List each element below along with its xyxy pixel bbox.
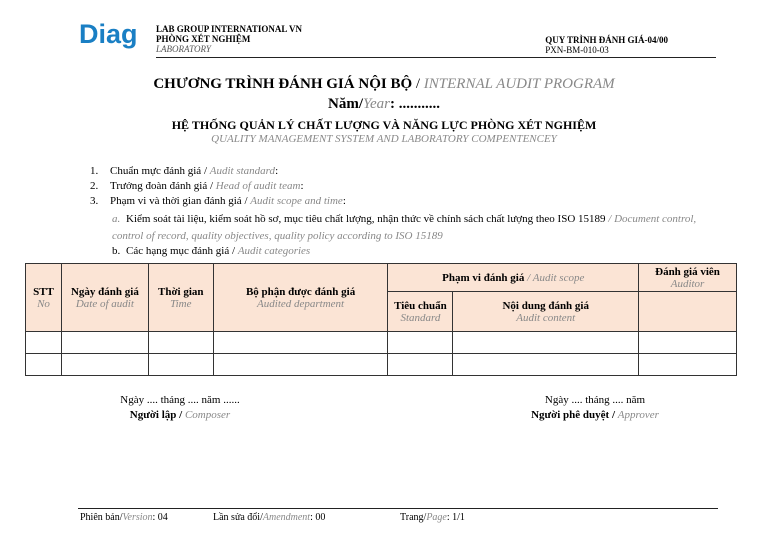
- composer-date: Ngày .... tháng .... năm ......: [120, 394, 240, 406]
- col-header-scope: Phạm vi đánh giá / Audit scope: [388, 264, 639, 292]
- footer-page: Trang/Page: 1/1: [400, 512, 465, 523]
- scope-item-b: b. Các hạng mục đánh giá / Audit categories: [112, 245, 311, 257]
- table-cell[interactable]: [148, 332, 213, 354]
- table-cell[interactable]: [213, 332, 388, 354]
- approver-date: Ngày .... tháng .... năm: [544, 394, 646, 406]
- col-header-time: Thời gian Time: [148, 264, 213, 332]
- document-reference: [545, 35, 668, 55]
- col-header-stt: STT No: [26, 264, 62, 332]
- table-cell[interactable]: [61, 332, 148, 354]
- auditor-blank-cell: [639, 292, 737, 332]
- svg-text:Diag: Diag: [79, 19, 138, 49]
- list-item: 1. Chuẩn mực đánh giá / Audit standard:: [90, 165, 279, 177]
- col-header-standard: Tiêu chuẩn Standard: [388, 292, 453, 332]
- table-row: [26, 332, 737, 354]
- col-header-department: Bộ phận được đánh giá Audited department: [213, 264, 388, 332]
- footer-divider: [78, 508, 718, 509]
- audit-schedule-table: [25, 263, 737, 376]
- org-department-en: LABORATORY: [156, 44, 211, 54]
- doc-title: QUY TRÌNH ĐÁNH GIÁ-04/00: [545, 35, 668, 45]
- organization-block: [156, 24, 302, 54]
- table-cell[interactable]: [388, 332, 453, 354]
- org-department: PHÒNG XÉT NGHIỆM: [156, 34, 251, 44]
- table-cell[interactable]: [453, 332, 639, 354]
- table-cell[interactable]: [61, 354, 148, 376]
- org-name: LAB GROUP INTERNATIONAL VN: [156, 24, 302, 34]
- table-cell[interactable]: [639, 332, 737, 354]
- doc-code: PXN-BM-010-03: [545, 45, 609, 55]
- diag-logo: [79, 18, 143, 50]
- col-header-content: Nội dung đánh giá Audit content: [453, 292, 639, 332]
- col-header-date: Ngày đánh giá Date of audit: [61, 264, 148, 332]
- table-cell[interactable]: [639, 354, 737, 376]
- table-cell[interactable]: [26, 332, 62, 354]
- table-cell[interactable]: [453, 354, 639, 376]
- table-row: [26, 354, 737, 376]
- program-title: CHƯƠNG TRÌNH ĐÁNH GIÁ NỘI BỘ / INTERNAL AUDIT PROGRAM: [153, 76, 615, 92]
- table-cell[interactable]: [26, 354, 62, 376]
- header-divider: [156, 57, 716, 58]
- table-cell[interactable]: [213, 354, 388, 376]
- approver-signature: Ngày .... tháng .... năm Người phê duyệt / Approver: [495, 393, 695, 423]
- scope-item-a: a. Kiểm soát tài liệu, kiểm soát hồ sơ, mục tiêu chất lượng, nhận thức về chính sách chất lượng theo ISO 15189 / Document control, control of record, quality objectives, quality policy according to ISO 15189: [112, 213, 697, 242]
- footer-amendment: Lần sửa đổi/Amendment: 00: [213, 512, 326, 523]
- year-line: Năm/Year: ...........: [328, 96, 440, 112]
- col-header-auditor: Đánh giá viên Auditor: [639, 264, 737, 292]
- table-cell[interactable]: [148, 354, 213, 376]
- footer-version: Phiên bản/Version: 04: [80, 512, 168, 523]
- system-title-en: QUALITY MANAGEMENT SYSTEM AND LABORATORY COMPENTENCEY: [211, 133, 557, 145]
- system-title: HỆ THỐNG QUẢN LÝ CHẤT LƯỢNG VÀ NĂNG LỰC PHÒNG XÉT NGHIỆM: [171, 118, 597, 132]
- table-cell[interactable]: [388, 354, 453, 376]
- list-item: 3. Phạm vi và thời gian đánh giá / Audit scope and time:: [90, 195, 346, 207]
- list-item: 2. Trưởng đoàn đánh giá / Head of audit team:: [90, 180, 304, 192]
- composer-signature: Ngày .... tháng .... năm ...... Người lập / Composer: [80, 393, 280, 423]
